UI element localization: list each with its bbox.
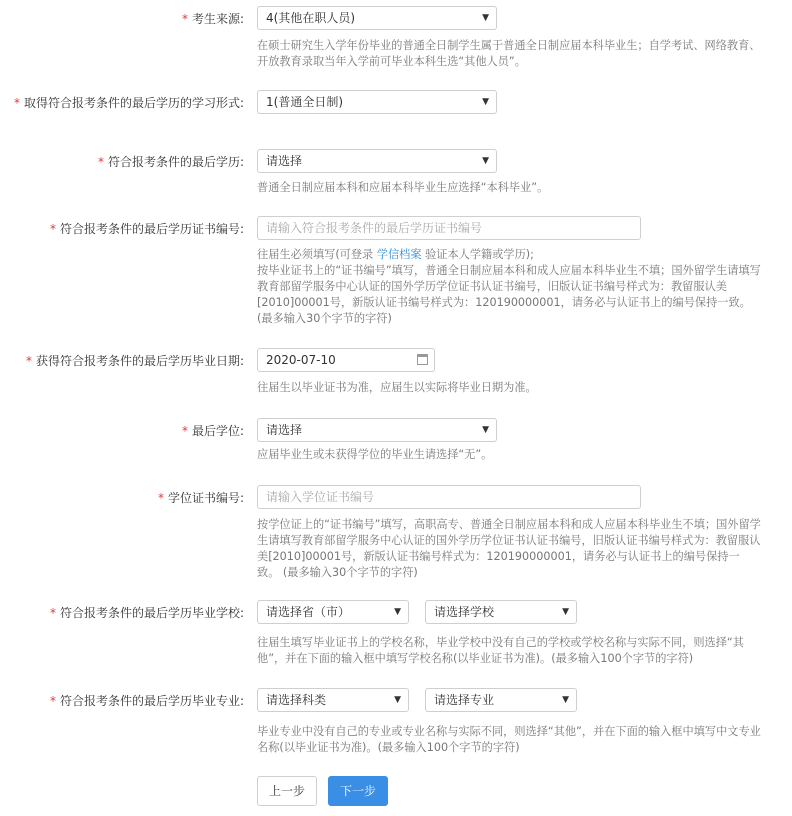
major-category-select[interactable]: 请选择科类 ▼ (257, 688, 409, 712)
last-degree-select[interactable]: 请选择 ▼ (257, 418, 497, 442)
province-select[interactable]: 请选择省（市） ▼ (257, 600, 409, 624)
study-form-label: * 取得符合报考条件的最后学历的学习形式: (13, 96, 244, 110)
grad-date-hint: 往届生以毕业证书为准，应届生以实际将毕业日期为准。 (257, 381, 537, 394)
last-degree-hint: 应届毕业生或未获得学位的毕业生请选择“无”。 (257, 448, 493, 461)
cert-no-input[interactable]: 请输入符合报考条件的最后学历证书编号 (257, 216, 641, 240)
school-label: * 符合报考条件的最后学历毕业学校: (49, 606, 244, 620)
chevron-down-icon: ▼ (394, 607, 401, 617)
required-mark: * (49, 222, 56, 236)
last-degree-label: * 最后学位: (181, 424, 244, 438)
chevron-down-icon: ▼ (482, 97, 489, 107)
cert-no-hint: 往届生必须填写(可登录 学信档案 验证本人学籍或学历); 按毕业证书上的“证书编号”填写，普通全日制应届本科和成人应届本科毕业生不填；国外留学生请填写教育部留学服务中心认证的国外学历学位证书认证书编号，旧版认证书编号样式为：教留服认美[2010]00001号，新版认证书编号样式为：120190000001，请务必与认证书上的编号保持一致。(最多输入30个字节的字符) (257, 248, 761, 325)
chevron-down-icon: ▼ (562, 607, 569, 617)
degree-cert-no-input[interactable]: 请输入学位证书编号 (257, 485, 641, 509)
required-mark: * (49, 606, 56, 620)
school-select[interactable]: 请选择学校 ▼ (425, 600, 577, 624)
required-mark: * (25, 354, 32, 368)
required-mark: * (13, 96, 20, 110)
chevron-down-icon: ▼ (482, 156, 489, 166)
required-mark: * (157, 491, 164, 505)
school-hint: 往届生填写毕业证书上的学校名称，毕业学校中没有自己的学校或学校名称与实际不同，则选择“其他”，并在下面的输入框中填写学校名称(以毕业证书为准)。(最多输入100个字节的字符) (257, 636, 744, 665)
chevron-down-icon: ▼ (562, 695, 569, 705)
study-form-select[interactable]: 1(普通全日制) ▼ (257, 90, 497, 114)
required-mark: * (181, 424, 188, 438)
grad-date-label: * 获得符合报考条件的最后学历毕业日期: (25, 354, 244, 368)
cert-no-label: * 符合报考条件的最后学历证书编号: (49, 222, 244, 236)
calendar-icon[interactable] (417, 354, 428, 365)
prev-step-button[interactable]: 上一步 (257, 776, 317, 806)
last-degree-level-label: * 符合报考条件的最后学历: (97, 155, 244, 169)
major-select[interactable]: 请选择专业 ▼ (425, 688, 577, 712)
source-label: * 考生来源: (181, 12, 244, 26)
required-mark: * (97, 155, 104, 169)
degree-cert-no-hint: 按学位证上的“证书编号”填写，高职高专、普通全日制应届本科和成人应届本科毕业生不填；国外留学生请填写教育部留学服务中心认证的国外学历学位证书认证书编号，旧版认证书编号样式为：教留服认美[2010]00001号，新版认证书编号样式为：120190000001，请务必与认证书上的编号保持一致。 (最多输入30个字节的字符) (257, 518, 761, 579)
source-select[interactable]: 4(其他在职人员) ▼ (257, 6, 497, 30)
degree-cert-no-label: * 学位证书编号: (157, 491, 244, 505)
xuexin-link[interactable]: 学信档案 (376, 248, 422, 261)
required-mark: * (49, 694, 56, 708)
major-label: * 符合报考条件的最后学历毕业专业: (49, 694, 244, 708)
chevron-down-icon: ▼ (394, 695, 401, 705)
chevron-down-icon: ▼ (482, 425, 489, 435)
chevron-down-icon: ▼ (482, 13, 489, 23)
grad-date-input[interactable]: 2020-07-10 (257, 348, 435, 372)
source-hint: 在硕士研究生入学年份毕业的普通全日制学生属于普通全日制应届本科毕业生；自学考试、网络教育、开放教育录取当年入学前可毕业本科生选“其他人员”。 (257, 39, 761, 68)
last-degree-level-hint: 普通全日制应届本科和应届本科毕业生应选择“本科毕业”。 (257, 181, 549, 194)
major-hint: 毕业专业中没有自己的专业或专业名称与实际不同，则选择“其他”，并在下面的输入框中填写中文专业名称(以毕业证书为准)。(最多输入100个字节的字符) (257, 725, 761, 754)
required-mark: * (181, 12, 188, 26)
next-step-button[interactable]: 下一步 (328, 776, 388, 806)
last-degree-level-select[interactable]: 请选择 ▼ (257, 149, 497, 173)
